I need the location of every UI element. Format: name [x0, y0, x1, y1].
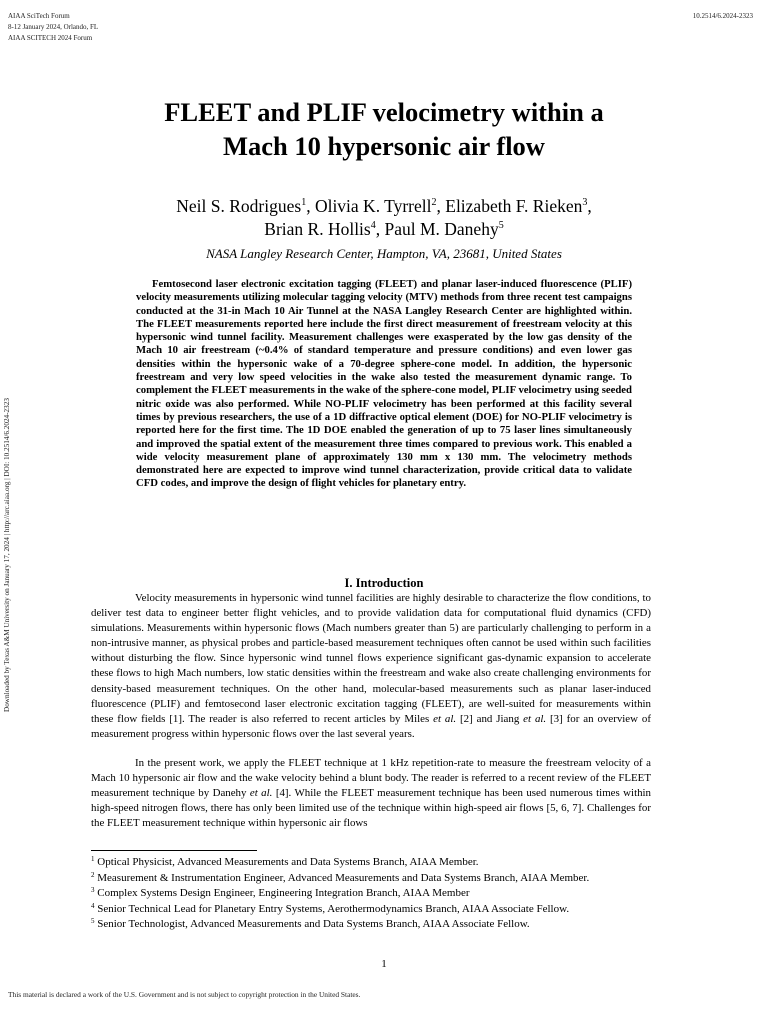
author-mark: 2 [431, 197, 437, 208]
paragraph-text: [2] and Jiang [456, 712, 524, 725]
author-name: Olivia K. Tyrrell [314, 196, 432, 216]
section-heading-introduction: I. Introduction [344, 576, 424, 590]
title-line-2: Mach 10 hypersonic air flow [223, 131, 545, 161]
author-name: Elizabeth F. Rieken [445, 196, 583, 216]
footnote-mark: 3 [91, 886, 95, 894]
body-paragraph [91, 756, 651, 831]
footnote-text: Optical Physicist, Advanced Measurements and Data Systems Branch, AIAA Member. [97, 856, 479, 868]
footnote-text: Senior Technologist, Advanced Measurements and Data Systems Branch, AIAA Associate Fellow. [97, 918, 530, 930]
citation-etal: et al. [433, 712, 457, 725]
paragraph-text: In the present work, we apply the FLEET technique at 1 kHz repetition-rate to measure the freestream velocity of a Mach 10 hypersonic air flow and the wake velocity behind a blunt body. The reader is referred to a recent review of the FLEET measurement technique by Danehy [91, 757, 651, 800]
paper-title [0, 95, 768, 163]
footnote-mark: 4 [91, 901, 95, 910]
body-paragraph [91, 591, 651, 742]
footnote [91, 886, 691, 902]
author-name: Neil S. Rodrigues [176, 196, 302, 216]
page-number: 1 [381, 958, 387, 970]
author-mark: 5 [498, 220, 504, 231]
header-left [8, 11, 98, 44]
paragraph-text: [3] for an overview of measurement progress within hypersonic flows over the last several years. [91, 712, 651, 740]
footnote-text: Measurement & Instrumentation Engineer, Advanced Measurements and Data Systems Branch, AIAA Member. [97, 871, 590, 884]
paragraph-text: [4]. While the FLEET measurement technique has been used numerous times within high-speed nitrogen flows, there has only been limited use of the technique within high-speed air flows [5, 6, 7]. Challenges for the FLEET measurement technique within hypersonic air flows [91, 787, 652, 830]
author-mark: 1 [301, 197, 307, 208]
paragraph-text: Velocity measurements in hypersonic wind tunnel facilities are highly desirable to characterize the flow conditions, to deliver test data to engineer better flight vehicles, and to provide validation data for computational fluid dynamics (CFD) simulations. Measurements within hypersonic flows (Mach numbers greater than 5) are particularly challenging to perform in a non-intrusive manner, as physical probes and particle-based measurement techniques often cannot be used within such facilities without disturbing the flow. Since hypersonic wind tunnel flows experience significant gas-dynamic expansion to accelerate these flows to high Mach numbers, low static densities within the freestream and wake also create challenging environments for density-based measurement techniques. On the other hand, molecular-based measurements such as planar laser-induced fluorescence (PLIF) and femtosecond laser electronic excitation tagging (FLEET), are well-suited for measurements within these flow fields [1]. The reader is also referred to recent articles by Miles [91, 592, 651, 725]
forum-text: AIAA SCITECH 2024 Forum [8, 34, 93, 42]
author-mark: 4 [370, 220, 376, 231]
footnote-mark: 2 [91, 870, 95, 879]
author-name: Brian R. Hollis [264, 219, 371, 239]
footnote [91, 917, 691, 933]
doi-link[interactable]: 10.2514/6.2024-2323 [692, 12, 753, 20]
affiliation: NASA Langley Research Center, Hampton, VA, 23681, United States [206, 246, 562, 261]
footnote-text: Senior Technical Lead for Planetary Entry Systems, Aerothermodynamics Branch, AIAA Associate Fellow. [97, 902, 570, 915]
footnote-mark: 5 [91, 917, 95, 925]
footnote [91, 871, 691, 887]
dates-text: 8-12 January 2024, Orlando, FL [8, 23, 99, 31]
download-side-note: Downloaded by Texas A&M University on January 17, 2024 | http://arc.aiaa.org | DOI: 10.2514/6.2024-2323 [3, 398, 11, 712]
footnotes [91, 855, 691, 933]
abstract: Femtosecond laser electronic excitation tagging (FLEET) and planar laser-induced fluorescence (PLIF) velocity measurements utilizing molecular tagging velocity (MTV) methods from three recent test campaigns conducted at the 31-in Mach 10 Air Tunnel at the NASA Langley Research Center are highlighted within. The FLEET measurements reported here include the first direct measurement of freestream velocity at this hypersonic wind tunnel facility. Measurement challenges were exasperated by the low gas density of the Mach 10 air freestream (~0.4% of standard temperature and pressure conditions) and even lower gas densities within the hypersonic wake of a 70-degree sphere-cone model. In addition, the hypersonic freestream and very low speed velocities in the wake also tested the measurement dynamic range. To complement the FLEET measurements in the wake of the sphere-cone model, PLIF velocimetry using seeded nitric oxide was also performed. While NO-PLIF velocimetry has been performed at this facility several times by previous researchers, the use of a 1D diffractive optical element (DOE) for NO-PLIF velocimetry is reported here for the first time. The 1D DOE enabled the generation of up to 75 laser lines simultaneously and improved the spatial extent of the measurement three times compared to previous work. This enabled a wide velocity measurement plane of approximately 130 mm x 130 mm. The velocimetry methods demonstrated here are expected to improve wind tunnel characterization, provide critical data to validate CFD codes, and improve the design of flight vehicles for planetary entry. [136, 278, 632, 490]
footnote [91, 855, 691, 871]
author-mark: 3 [582, 197, 588, 208]
author-list: Neil S. Rodrigues$^1$, Olivia K. Tyrrell$^2$, Elizabeth F. Rieken$^3$, Brian R. Hollis$^4$, Paul M. Danehy$^5$ [176, 196, 592, 239]
copyright-notice: This material is declared a work of the U.S. Government and is not subject to copyright protection in the United States. [8, 990, 361, 999]
author-name: Paul M. Danehy [384, 219, 499, 239]
footnote-text: Complex Systems Design Engineer, Engineering Integration Branch, AIAA Member [97, 887, 470, 899]
footnote-mark: 1 [91, 855, 95, 863]
footnote-divider [91, 850, 257, 851]
venue-text: AIAA SciTech Forum [8, 12, 70, 20]
citation-etal: et al. [249, 787, 273, 800]
citation-etal: et al. [523, 712, 547, 725]
title-line-1: FLEET and PLIF velocimetry within a [164, 97, 604, 127]
footnote [91, 902, 691, 918]
